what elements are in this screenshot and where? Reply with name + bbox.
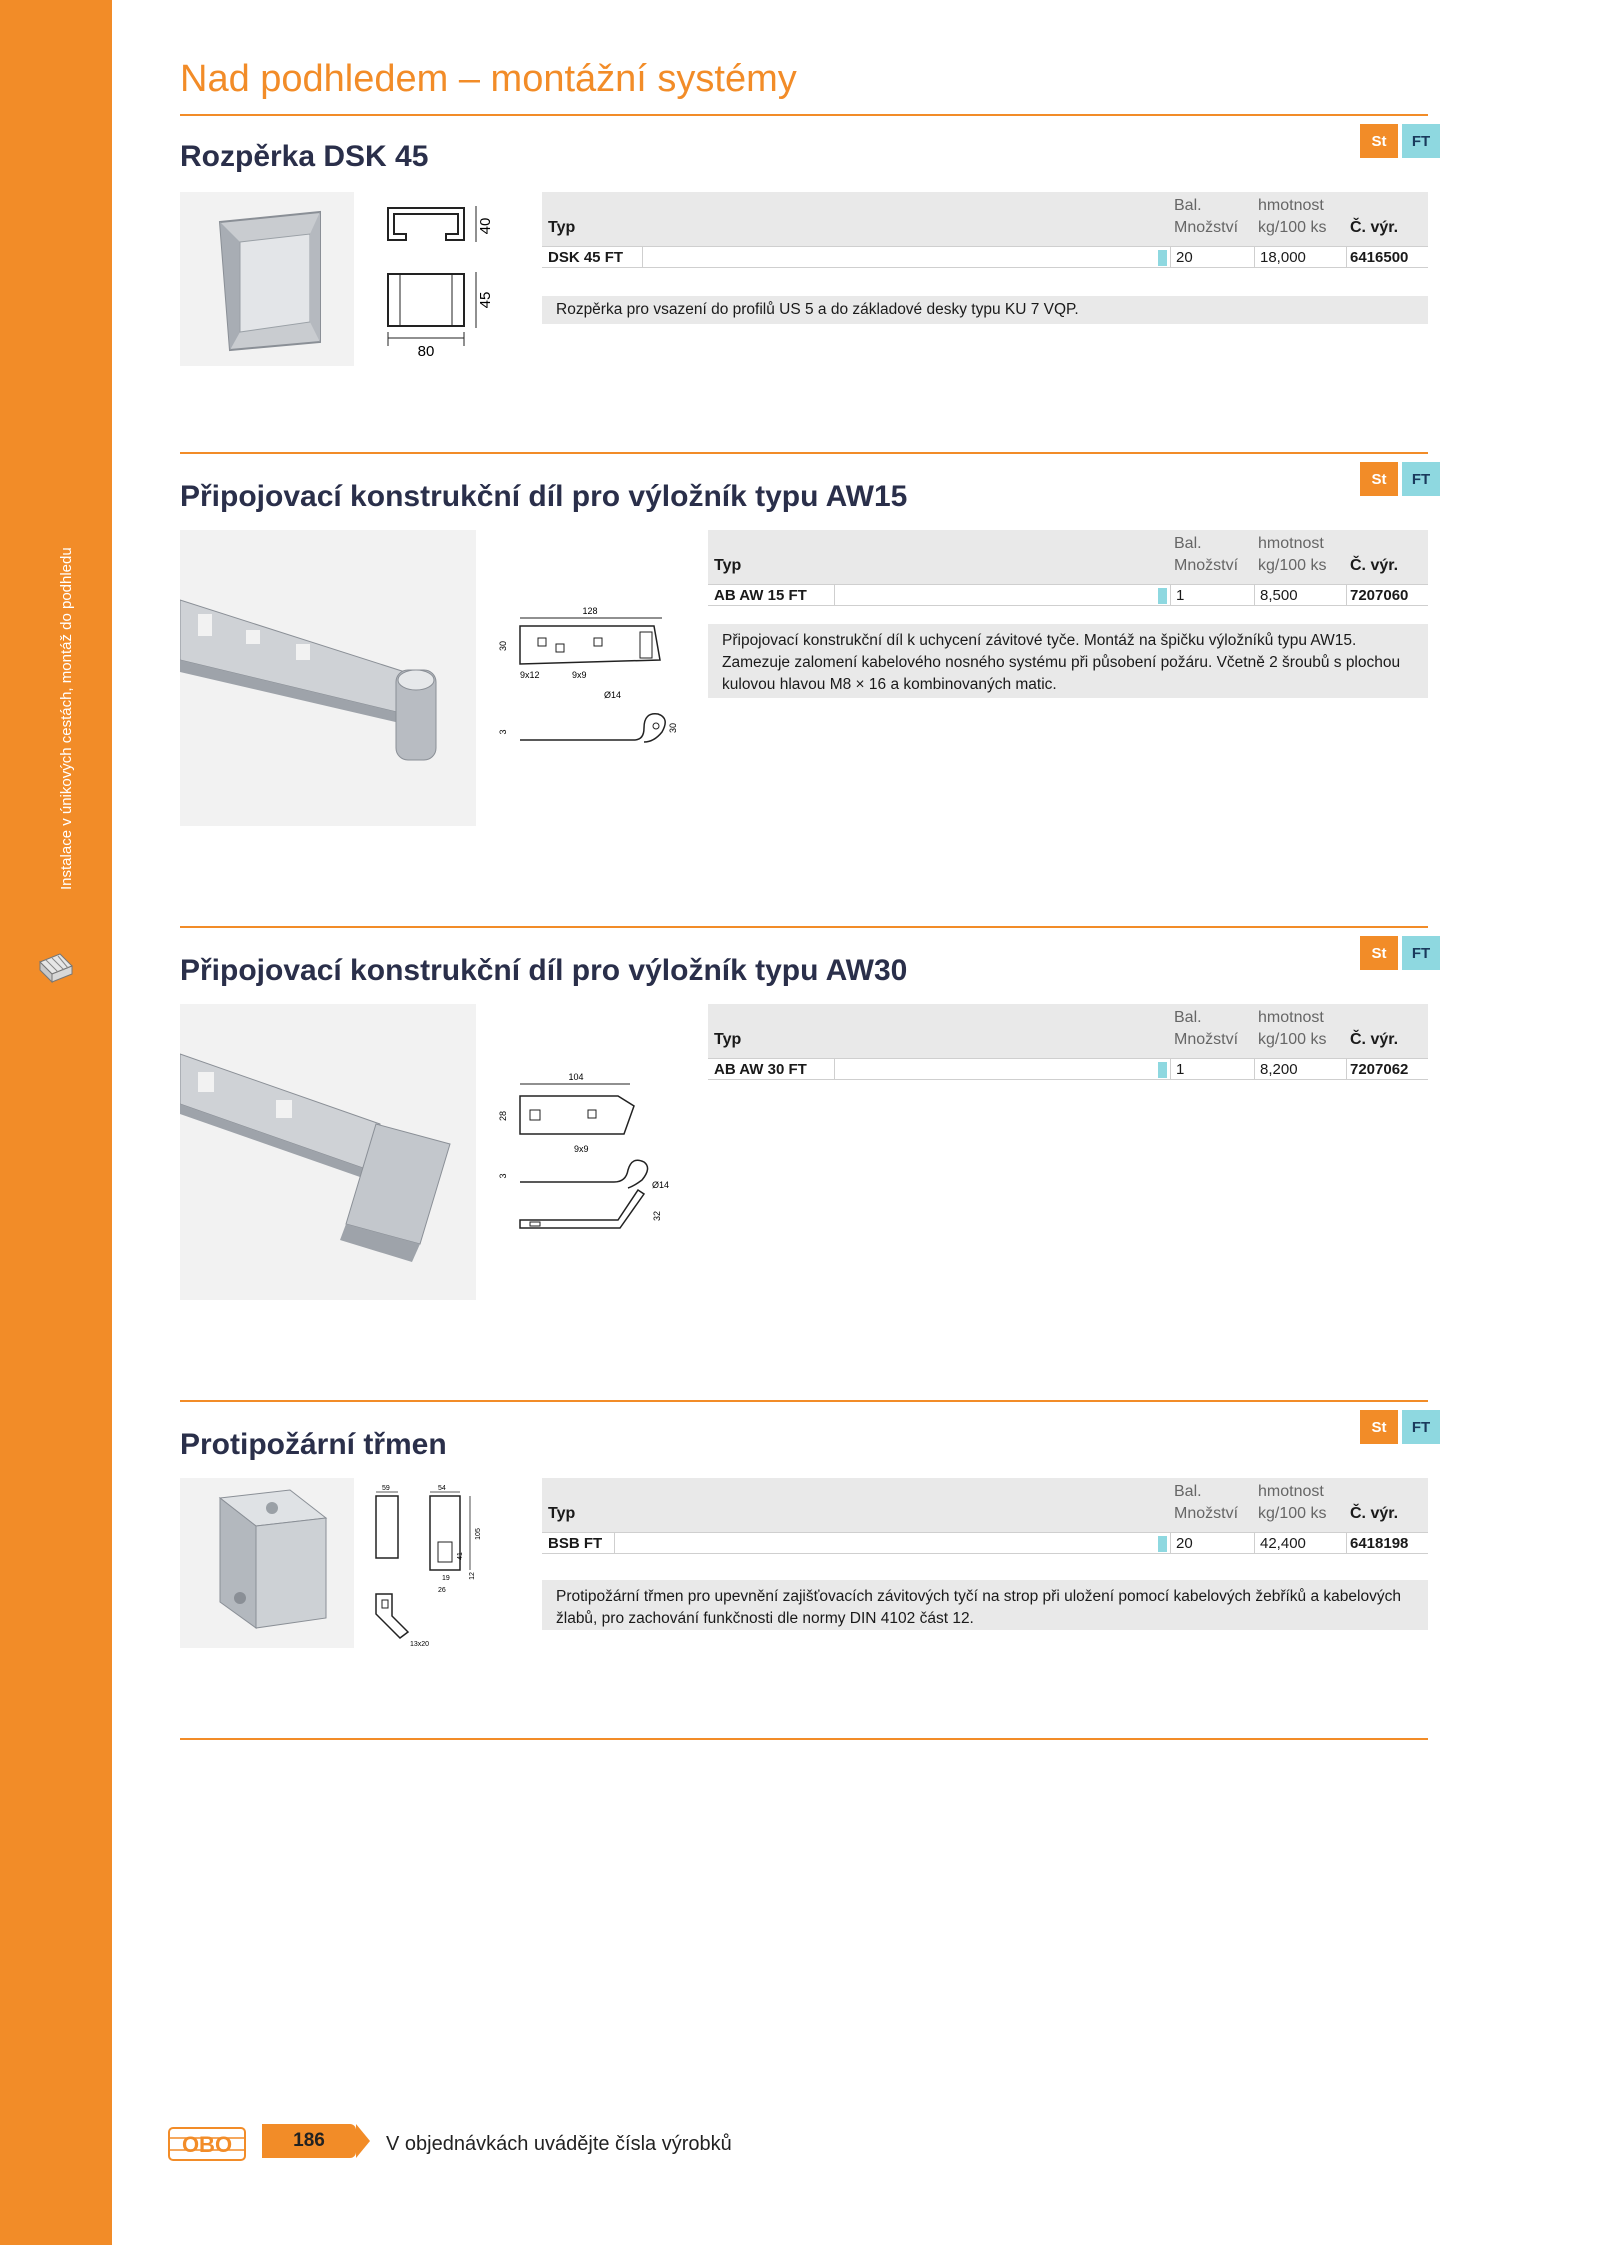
header-bal: Bal. <box>1174 197 1202 214</box>
dim-label: 105 <box>475 1528 482 1540</box>
badge-st: St <box>1360 124 1398 158</box>
cell-typ: BSB FT <box>548 1535 603 1552</box>
dim-label: 26 <box>438 1587 446 1594</box>
technical-drawing <box>370 1482 520 1652</box>
cell-qty: 20 <box>1176 1535 1193 1552</box>
table-row <box>708 1058 1428 1080</box>
cell-item-no: 6416500 <box>1350 249 1409 266</box>
product-description: Připojovací konstrukční díl k uchycení závitové tyče. Montáž na špičku výložníků typu AW15. Zamezuje zalomení kabelového nosného systému při působení požáru. Včetně 2 šroubů s plochou kulovou hlavou M8 × 16 a kombinovaných matic. <box>708 624 1428 698</box>
product-photo <box>180 1004 476 1300</box>
header-bal: Bal. <box>1174 535 1202 552</box>
dim-label: Ø14 <box>604 690 622 700</box>
dim-label: 80 <box>417 343 435 360</box>
dim-label: 104 <box>568 1072 584 1082</box>
section-title: Protipožární třmen <box>180 1428 447 1461</box>
cell-item-no: 7207060 <box>1350 587 1409 604</box>
badge-st: St <box>1360 936 1398 970</box>
dim-label: 128 <box>582 606 598 616</box>
product-table <box>708 1004 1428 1082</box>
technical-drawing <box>378 196 518 366</box>
header-weight-unit: kg/100 ks <box>1258 1031 1327 1048</box>
header-weight-unit: kg/100 ks <box>1258 1505 1327 1522</box>
dim-label: 28 <box>498 1110 508 1122</box>
badge-st: St <box>1360 1410 1398 1444</box>
dim-label: 59 <box>382 1485 390 1492</box>
header-typ: Typ <box>714 557 742 574</box>
dim-label: 54 <box>438 1485 446 1492</box>
dim-label: 3 <box>498 729 508 735</box>
divider <box>180 114 1428 116</box>
cell-qty: 1 <box>1176 1061 1185 1078</box>
header-weight: hmotnost <box>1258 1009 1324 1026</box>
header-typ: Typ <box>714 1031 742 1048</box>
dim-label: 9x12 <box>520 670 540 680</box>
section-title: Připojovací konstrukční díl pro výložník typu AW30 <box>180 954 908 987</box>
cell-weight: 42,400 <box>1260 1535 1306 1552</box>
cell-weight: 18,000 <box>1260 249 1306 266</box>
cell-typ: AB AW 30 FT <box>714 1061 807 1078</box>
logo-text: OBO <box>181 2132 233 2157</box>
header-bal: Bal. <box>1174 1009 1202 1026</box>
cell-item-no: 6418198 <box>1350 1535 1409 1552</box>
dim-label: 12 <box>469 1572 476 1580</box>
section-title: Rozpěrka DSK 45 <box>180 140 429 173</box>
header-typ: Typ <box>548 1505 576 1522</box>
cell-weight: 8,500 <box>1260 587 1298 604</box>
badge-ft: FT <box>1402 462 1440 496</box>
cell-qty: 20 <box>1176 249 1193 266</box>
technical-drawing <box>494 1064 684 1244</box>
dim-label: 9x9 <box>572 670 587 680</box>
badge-st: St <box>1360 462 1398 496</box>
cell-typ: DSK 45 FT <box>548 249 624 266</box>
dim-label: 30 <box>668 722 678 734</box>
header-item-no: Č. výr. <box>1350 1031 1399 1048</box>
technical-drawing <box>494 600 684 750</box>
header-item-no: Č. výr. <box>1350 1505 1399 1522</box>
cell-qty: 1 <box>1176 587 1185 604</box>
header-item-no: Č. výr. <box>1350 557 1399 574</box>
dim-label: 19 <box>442 1575 450 1582</box>
product-photo <box>180 530 476 826</box>
dim-label: 30 <box>498 640 508 652</box>
divider <box>180 926 1428 928</box>
sidebar-label: Instalace v únikových cestách, montáž do podhledu <box>58 547 75 890</box>
dim-label: 41 <box>457 1552 464 1560</box>
product-description: Protipožární třmen pro upevnění zajišťovacích závitových tyčí na strop při uložení pomocí kabelových žebříků a kabelových žlabů, pro zachování funkčnosti dle normy DIN 4102 část 12. <box>542 1580 1428 1630</box>
header-weight-unit: kg/100 ks <box>1258 557 1327 574</box>
dim-label: Ø14 <box>652 1180 670 1190</box>
badge-ft: FT <box>1402 1410 1440 1444</box>
product-photo <box>180 1478 354 1648</box>
dim-label: 9x9 <box>574 1144 589 1154</box>
dim-label: 32 <box>652 1210 662 1222</box>
header-item-no: Č. výr. <box>1350 219 1399 236</box>
header-weight: hmotnost <box>1258 535 1324 552</box>
page-number: 186 <box>262 2124 356 2158</box>
badge-ft: FT <box>1402 124 1440 158</box>
product-table <box>542 1478 1428 1556</box>
divider <box>180 1400 1428 1402</box>
header-bal: Bal. <box>1174 1483 1202 1500</box>
product-table <box>542 192 1428 270</box>
table-row <box>708 584 1428 606</box>
footer-note: V objednávkách uvádějte čísla výrobků <box>386 2133 732 2155</box>
header-qty: Množství <box>1174 219 1239 236</box>
page-title: Nad podhledem – montážní systémy <box>180 58 797 100</box>
header-typ: Typ <box>548 219 576 236</box>
dim-label: 13x20 <box>410 1641 430 1648</box>
product-table <box>708 530 1428 608</box>
product-photo <box>180 192 354 366</box>
cell-item-no: 7207062 <box>1350 1061 1409 1078</box>
divider <box>180 1738 1428 1740</box>
cell-typ: AB AW 15 FT <box>714 587 807 604</box>
dim-label: 3 <box>498 1173 508 1179</box>
badge-ft: FT <box>1402 936 1440 970</box>
section-title: Připojovací konstrukční díl pro výložník typu AW15 <box>180 480 908 513</box>
header-qty: Množství <box>1174 1031 1239 1048</box>
header-weight-unit: kg/100 ks <box>1258 219 1327 236</box>
divider <box>180 452 1428 454</box>
sidebar <box>0 0 112 2245</box>
header-qty: Množství <box>1174 1505 1239 1522</box>
header-weight: hmotnost <box>1258 1483 1324 1500</box>
cell-weight: 8,200 <box>1260 1061 1298 1078</box>
dim-label: 40 <box>477 217 494 235</box>
page-number-arrow <box>356 2124 370 2158</box>
product-description: Rozpěrka pro vsazení do profilů US 5 a do základové desky typu KU 7 VQP. <box>542 296 1428 324</box>
header-qty: Množství <box>1174 557 1239 574</box>
header-weight: hmotnost <box>1258 197 1324 214</box>
obo-logo <box>168 2127 246 2161</box>
dim-label: 45 <box>477 291 494 309</box>
cable-tray-icon <box>36 948 76 988</box>
